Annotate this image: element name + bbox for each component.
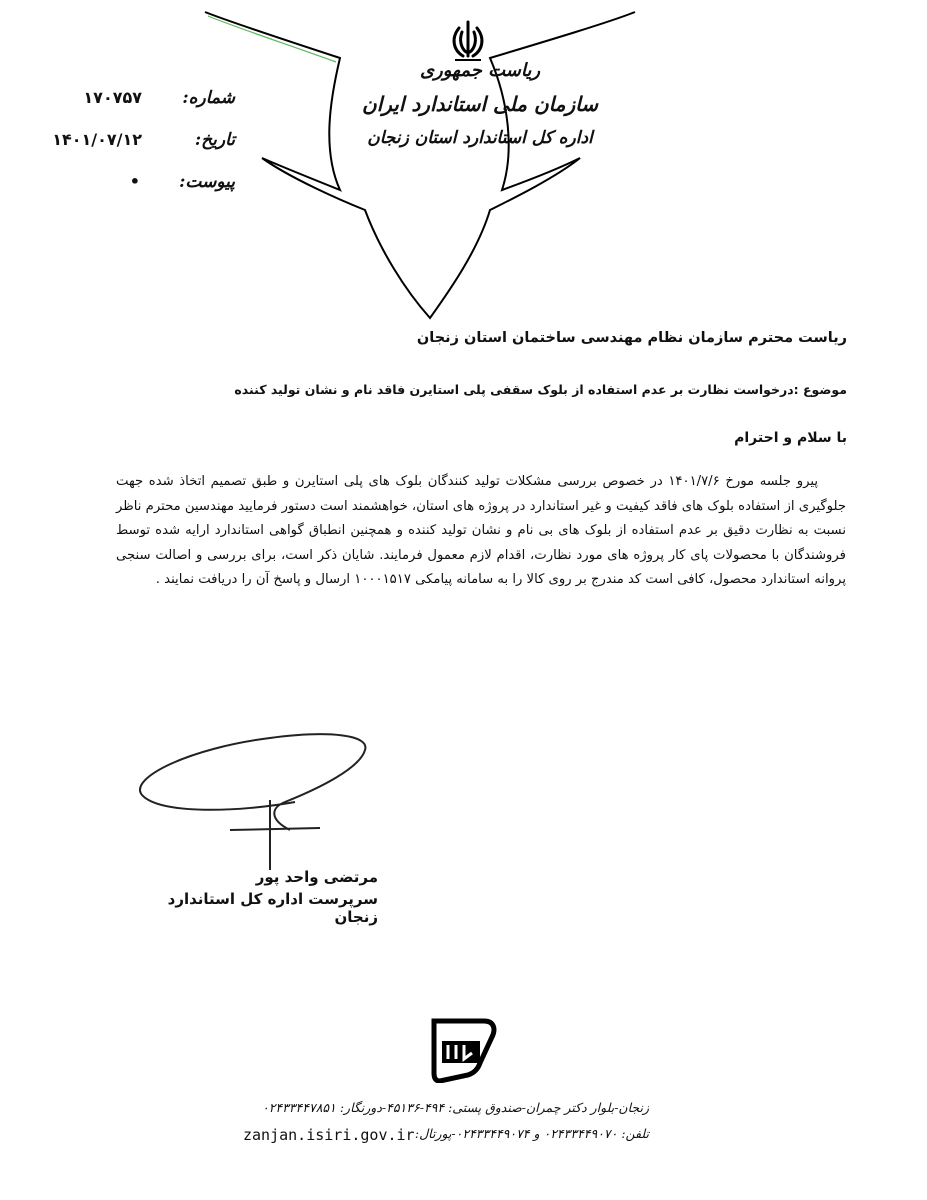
footer-phone: تلفن: ۰۲۴۳۳۴۴۹۰۷۰ و ۰۲۴۳۳۴۴۹۰۷۴-پورتال: [414, 1126, 649, 1141]
attachment-label: پیوست: [179, 172, 235, 192]
attachment-value: • [129, 172, 140, 191]
number-value: ۱۷۰۷۵۷ [83, 88, 142, 107]
header-provincial-office: اداره کل استاندارد استان زنجان [367, 128, 593, 148]
recipient: ریاست محترم سازمان نظام مهندسی ساختمان استان زنجان [416, 330, 847, 346]
signer-name: مرتضی واحد پور [255, 868, 378, 886]
signer-title: سرپرست اداره کل استاندارد زنجان [167, 890, 378, 926]
isiri-logo-icon [428, 1015, 500, 1083]
greeting: با سلام و احترام [734, 430, 847, 446]
header-organization: سازمان ملی استاندارد ایران [362, 92, 598, 116]
iran-emblem-icon [447, 18, 489, 64]
header-presidency: ریاست جمهوری [419, 60, 541, 81]
date-value: ۱۴۰۱/۰۷/۱۲ [52, 130, 142, 149]
footer-portal-link[interactable]: zanjan.isiri.gov.ir [243, 1126, 415, 1144]
number-label: شماره: [182, 88, 235, 108]
date-label: تاریخ: [194, 130, 235, 150]
letter-body [116, 470, 846, 593]
letter-body-paragraph: پیرو جلسه مورخ ۱۴۰۱/۷/۶ در خصوص بررسی مشکلات تولید کنندگان بلوک های پلی استایرن و طبق تصمیم اتخاذ شده جهت جلوگیری از استفاده بلوک های فاقد کیفیت و غیر استاندارد در پروژه های استان، خواهشمند است دستور فرمایید مهندسین محترم ناظر نسبت به نظارت دقیق بر عدم استفاده از بلوک های بی نام و نشان تولید کننده و همچنین انطباق گواهی استاندارد ارایه شده توسط فروشندگان با محصولات پای کار پروژه های مورد نظارت، اقدام لازم معمول فرمایند. شایان ذکر است، برای بررسی و اصالت سنجی پروانه استاندارد محصول، کافی است کد مندرج بر روی کالا را به سامانه پیامکی ۱۰۰۰۱۵۱۷ ارسال و پاسخ آن را دریافت نمایند . [116, 474, 846, 588]
subject: موضوع :درخواست نظارت بر عدم استفاده از بلوک سقفی پلی استایرن فاقد نام و نشان تولید کننده [234, 382, 847, 397]
handwritten-signature [120, 720, 380, 870]
footer-address: زنجان-بلوار دکتر چمران-صندوق پستی: ۴۹۴-۴۵۱۳۶-دورنگار: ۰۲۴۳۳۴۴۷۸۵۱ [261, 1100, 649, 1115]
